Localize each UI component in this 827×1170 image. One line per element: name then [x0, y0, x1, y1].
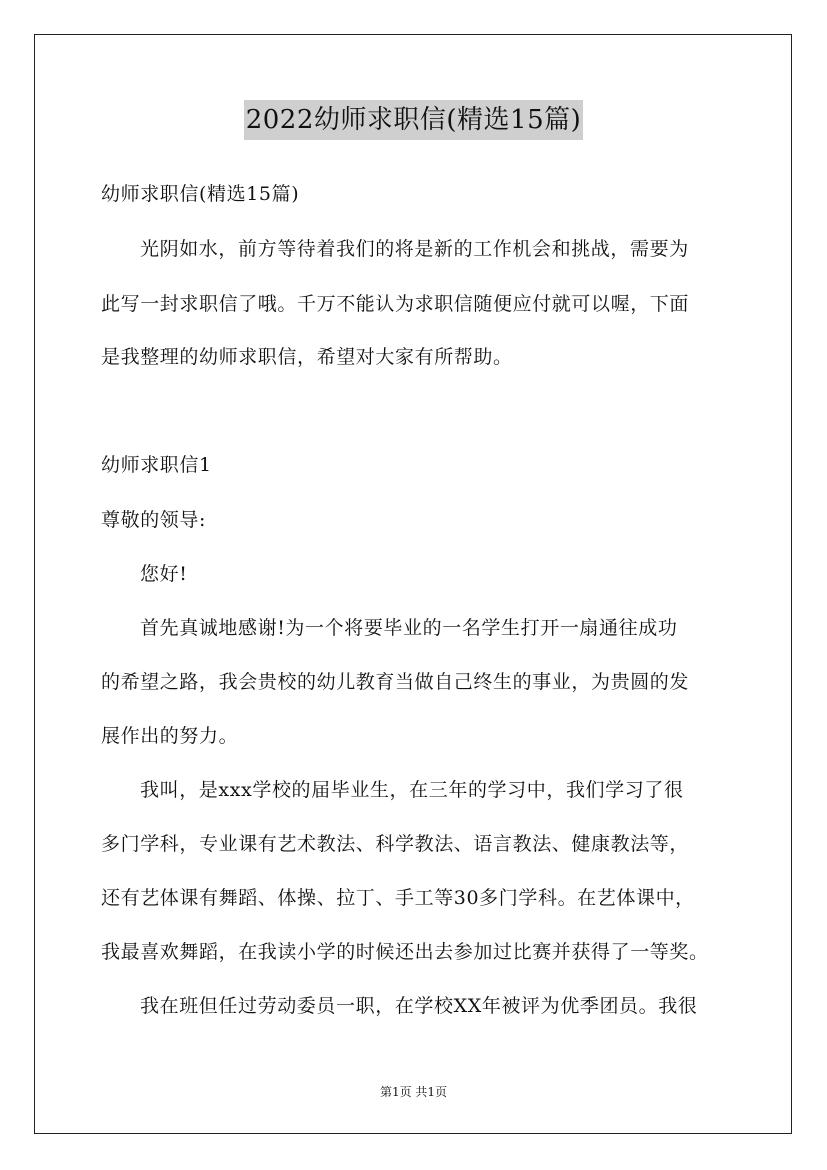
intro-line: 是我整理的幼师求职信，希望对大家有所帮助。 — [101, 346, 513, 368]
greeting: 您好! — [140, 563, 188, 585]
letter-heading: 幼师求职信1 — [101, 454, 212, 476]
body-line: 我在班但任过劳动委员一职，在学校XX年被评为优季团员。我很 — [140, 995, 698, 1017]
body-line: 展作出的努力。 — [101, 725, 239, 747]
body-line: 多门学科，专业课有艺术教法、科学教法、语言教法、健康教法等， — [101, 833, 690, 855]
body-line: 我叫，是xxx学校的届毕业生，在三年的学习中，我们学习了很 — [140, 779, 684, 801]
document-subtitle: 幼师求职信(精选15篇) — [101, 183, 300, 205]
title-container — [0, 100, 827, 140]
body-line: 还有艺体课有舞蹈、体操、拉丁、手工等30多门学科。在艺体课中， — [101, 887, 695, 909]
salutation: 尊敬的领导: — [101, 509, 207, 531]
intro-line: 光阴如水，前方等待着我们的将是新的工作机会和挑战，需要为 — [140, 238, 689, 260]
page-footer: 第1页 共1页 — [379, 1085, 448, 1099]
body-line: 首先真诚地感谢!为一个将要毕业的一名学生打开一扇通往成功 — [140, 617, 678, 639]
document-title: 2022幼师求职信(精选15篇) — [244, 100, 584, 140]
body-line: 我最喜欢舞蹈，在我读小学的时候还出去参加过比赛并获得了一等奖。 — [101, 941, 709, 963]
body-line: 的希望之路，我会贵校的幼儿教育当做自己终生的事业，为贵圆的发 — [101, 671, 690, 693]
intro-line: 此写一封求职信了哦。千万不能认为求职信随便应付就可以喔，下面 — [101, 293, 690, 315]
